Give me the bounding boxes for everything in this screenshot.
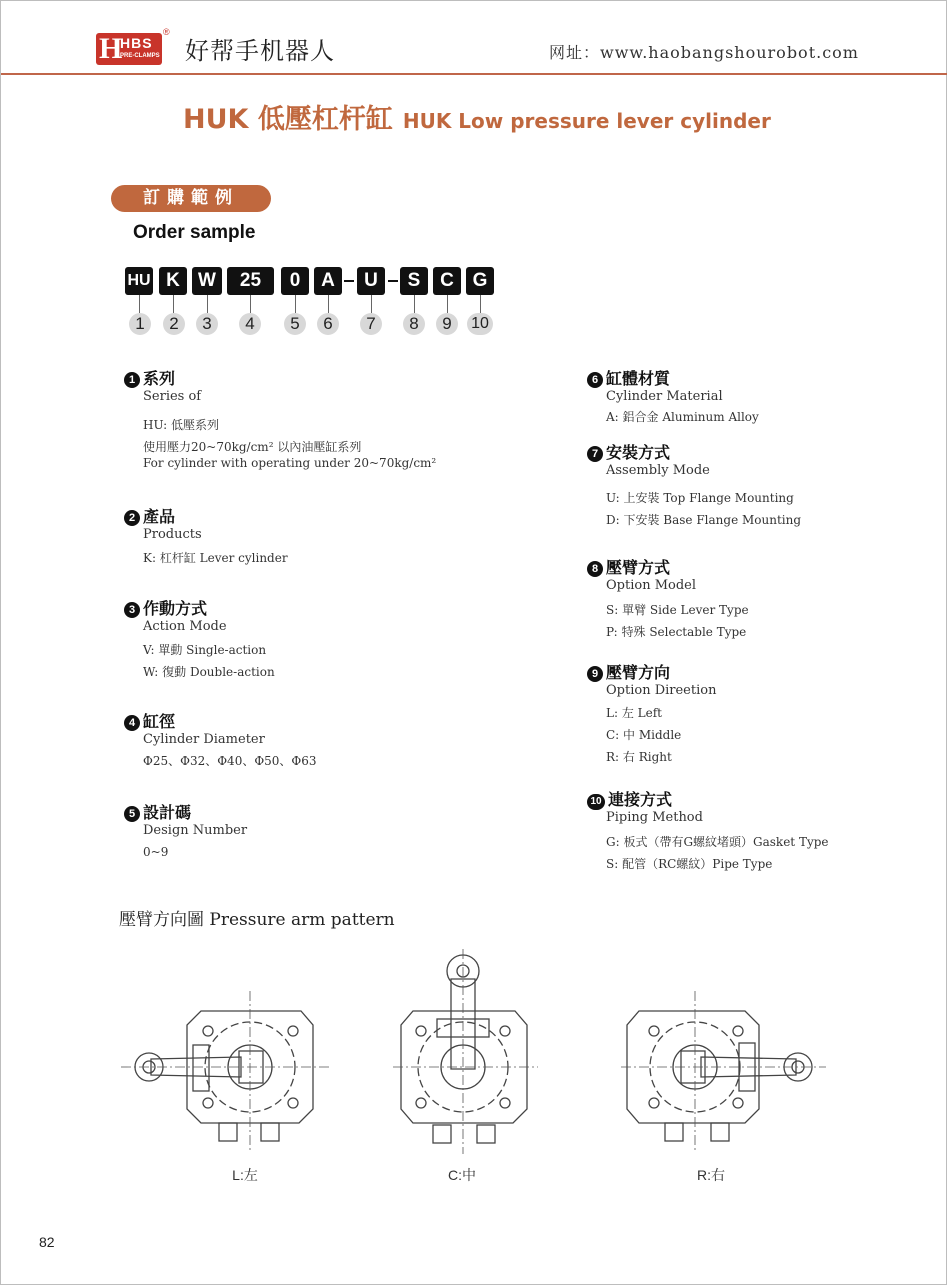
code-connector bbox=[295, 295, 296, 313]
section-badge: 9 bbox=[587, 666, 603, 682]
code-connector bbox=[371, 295, 372, 313]
section-subtitle: Design Number bbox=[143, 823, 248, 838]
section-line: 0~9 bbox=[143, 845, 169, 859]
section-products bbox=[124, 507, 288, 566]
code-dash bbox=[344, 280, 354, 282]
code-number: 9 bbox=[436, 313, 458, 335]
code-number: 7 bbox=[360, 313, 382, 335]
section-line: G: 板式（帶有G螺紋堵頭）Gasket Type bbox=[606, 835, 829, 849]
section-title: 缸體材質 bbox=[606, 369, 671, 388]
section-assembly-mode bbox=[587, 443, 801, 528]
section-badge: 1 bbox=[124, 372, 140, 388]
website-url: 网址：www.haobangshourobot.com bbox=[549, 43, 859, 62]
section-line: For cylinder with operating under 20~70kg/cm² bbox=[143, 456, 437, 470]
code-connector bbox=[173, 295, 174, 313]
section-line: U: 上安裝 Top Flange Mounting bbox=[606, 491, 794, 505]
code-number: 3 bbox=[196, 313, 218, 335]
hbs-logo bbox=[96, 33, 162, 65]
company-name: 好帮手机器人 bbox=[185, 37, 335, 65]
section-series bbox=[124, 369, 436, 471]
section-line: V: 單動 Single-action bbox=[143, 643, 267, 657]
section-badge: 2 bbox=[124, 510, 140, 526]
code-connector bbox=[328, 295, 329, 313]
section-option-direction bbox=[587, 663, 716, 765]
section-line: P: 特殊 Selectable Type bbox=[606, 625, 747, 639]
section-subtitle: Action Mode bbox=[143, 619, 227, 634]
caption-right: R:右 bbox=[697, 1167, 725, 1183]
page-title-cn: HUK 低壓杠杆缸 bbox=[183, 104, 393, 135]
caption-left: L:左 bbox=[232, 1167, 258, 1183]
section-line: D: 下安裝 Base Flange Mounting bbox=[606, 513, 802, 527]
section-badge: 5 bbox=[124, 806, 140, 822]
section-line: 使用壓力20~70kg/cm² 以內油壓缸系列 bbox=[143, 440, 362, 454]
header-divider bbox=[1, 73, 947, 75]
registered-mark: ® bbox=[163, 27, 170, 37]
section-title: 產品 bbox=[143, 507, 176, 526]
order-sample-subtitle: Order sample bbox=[133, 222, 256, 243]
page-title-en: HUK Low pressure lever cylinder bbox=[402, 109, 771, 133]
code-box: C bbox=[433, 267, 461, 295]
code-box: 0 bbox=[281, 267, 309, 295]
code-box: HU bbox=[125, 267, 153, 295]
code-connector bbox=[480, 295, 481, 313]
section-subtitle: Series of bbox=[143, 389, 202, 404]
section-line: C: 中 Middle bbox=[606, 728, 682, 742]
code-connector bbox=[250, 295, 251, 313]
section-badge: 6 bbox=[587, 372, 603, 388]
section-line: W: 復動 Double-action bbox=[143, 665, 275, 679]
section-subtitle: Assembly Mode bbox=[606, 463, 710, 478]
section-badge: 3 bbox=[124, 602, 140, 618]
section-cylinder-diameter bbox=[124, 712, 317, 769]
section-title: 系列 bbox=[143, 369, 176, 388]
code-connector bbox=[414, 295, 415, 313]
section-title: 缸徑 bbox=[143, 712, 176, 731]
section-subtitle: Option Direetion bbox=[606, 683, 717, 698]
section-badge: 8 bbox=[587, 561, 603, 577]
section-badge: 4 bbox=[124, 715, 140, 731]
code-number: 8 bbox=[403, 313, 425, 335]
code-connector bbox=[139, 295, 140, 313]
code-number: 6 bbox=[317, 313, 339, 335]
code-number: 10 bbox=[467, 313, 493, 335]
section-option-model bbox=[587, 558, 749, 640]
section-cylinder-material bbox=[587, 369, 759, 425]
section-title: 作動方式 bbox=[143, 599, 208, 618]
order-sample-pill: 訂購範例 bbox=[111, 185, 271, 212]
page-title bbox=[183, 103, 771, 138]
section-action-mode bbox=[124, 599, 275, 680]
section-subtitle: Option Model bbox=[606, 578, 697, 593]
caption-center: C:中 bbox=[448, 1167, 476, 1183]
code-number: 2 bbox=[163, 313, 185, 335]
section-subtitle: Products bbox=[143, 527, 202, 542]
page-number: 82 bbox=[39, 1234, 55, 1250]
section-line: HU: 低壓系列 bbox=[143, 418, 220, 432]
section-badge: 10 bbox=[587, 794, 605, 810]
section-line: L: 左 Left bbox=[606, 706, 662, 720]
section-title: 壓臂方式 bbox=[606, 558, 671, 577]
code-box: W bbox=[192, 267, 222, 295]
section-title: 壓臂方向 bbox=[606, 663, 671, 682]
arm-left-drawing bbox=[121, 991, 331, 1151]
code-number: 5 bbox=[284, 313, 306, 335]
section-line: S: 單臂 Side Lever Type bbox=[606, 603, 749, 617]
arm-right-drawing bbox=[621, 991, 826, 1151]
section-piping-method bbox=[587, 790, 829, 872]
arm-center-drawing bbox=[393, 949, 538, 1154]
code-number: 4 bbox=[239, 313, 261, 335]
section-design-number bbox=[124, 803, 247, 860]
section-title: 設計碼 bbox=[143, 803, 192, 822]
section-line: R: 右 Right bbox=[606, 750, 672, 764]
section-line: K: 杠杆缸 Lever cylinder bbox=[143, 551, 288, 565]
logo-text: HBS bbox=[120, 35, 153, 51]
logo-h-letter: H bbox=[99, 32, 123, 65]
logo-sub: PRE-CLAMPS bbox=[120, 53, 160, 59]
section-subtitle: Piping Method bbox=[606, 810, 703, 825]
code-box: 25 bbox=[227, 267, 274, 295]
section-badge: 7 bbox=[587, 446, 603, 462]
section-title: 安裝方式 bbox=[606, 443, 671, 462]
section-line: Φ25、Φ32、Φ40、Φ50、Φ63 bbox=[143, 754, 317, 768]
section-subtitle: Cylinder Material bbox=[606, 389, 723, 404]
code-box: G bbox=[466, 267, 494, 295]
code-box: K bbox=[159, 267, 187, 295]
section-line: S: 配管（RC螺紋）Pipe Type bbox=[606, 857, 773, 871]
code-number: 1 bbox=[129, 313, 151, 335]
pressure-arm-pattern-title: 壓臂方向圖 Pressure arm pattern bbox=[119, 910, 395, 930]
code-box: U bbox=[357, 267, 385, 295]
section-subtitle: Cylinder Diameter bbox=[143, 732, 265, 747]
code-connector bbox=[207, 295, 208, 313]
code-dash bbox=[388, 280, 398, 282]
code-connector bbox=[447, 295, 448, 313]
code-box: S bbox=[400, 267, 428, 295]
section-line: A: 鋁合金 Aluminum Alloy bbox=[606, 410, 759, 424]
section-title: 連接方式 bbox=[608, 790, 673, 809]
code-box: A bbox=[314, 267, 342, 295]
